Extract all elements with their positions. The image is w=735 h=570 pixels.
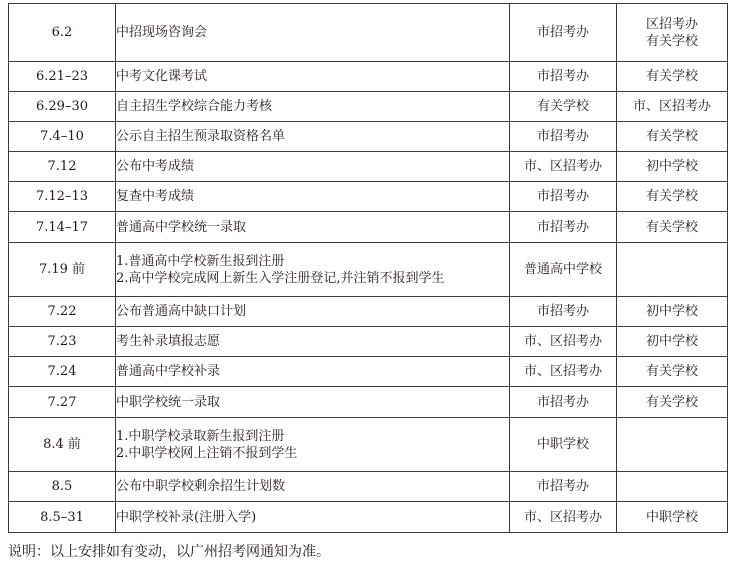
- date-cell: 7.24: [9, 357, 116, 387]
- assisting-text: 有关学校: [645, 394, 698, 410]
- responsible-cell: [510, 243, 617, 297]
- assisting-cell: [617, 92, 728, 122]
- responsible-text: 中职学校: [536, 437, 589, 452]
- responsible-cell: [510, 62, 617, 92]
- date-cell: 7.27: [9, 387, 116, 418]
- responsible-cell: [510, 182, 617, 212]
- date-cell: 7.4–10: [9, 122, 116, 152]
- event-cell: [116, 4, 510, 62]
- event-text: 自主招生学校综合能力考核: [116, 99, 273, 114]
- assisting-cell: [617, 4, 728, 62]
- responsible-text: 市招考办: [536, 129, 589, 144]
- event-text: 普通高中学校统一录取: [116, 219, 247, 235]
- assisting-cell: [617, 502, 728, 533]
- event-text: 中职学校统一录取: [116, 394, 221, 410]
- schedule-table: [8, 3, 728, 533]
- responsible-cell: [510, 152, 617, 182]
- date-cell: 7.22: [9, 297, 116, 327]
- event-cell: [116, 297, 510, 327]
- date-cell: 8.5: [9, 472, 116, 502]
- responsible-text: 市、区招考办: [523, 364, 602, 379]
- table-row: [9, 418, 728, 472]
- event-cell: [116, 122, 510, 152]
- event-cell: [116, 472, 510, 502]
- date-cell: 8.5–31: [9, 502, 116, 533]
- table-row: [9, 357, 728, 387]
- event-text: 公示自主招生预录取资格名单: [116, 129, 286, 144]
- assisting-text: 初中学校: [645, 304, 698, 319]
- responsible-cell: [510, 327, 617, 357]
- event-cell: [116, 212, 510, 243]
- assisting-cell: [617, 297, 728, 327]
- footnote: 说明：以上安排如有变动，以广州招考网通知为准。: [8, 544, 330, 560]
- assisting-text: 有关学校: [645, 129, 698, 144]
- event-text: 公布普通高中缺口计划: [116, 304, 247, 319]
- assisting-text: 初中学校: [645, 159, 698, 174]
- date-cell: 6.29–30: [9, 92, 116, 122]
- responsible-text: 市招考办: [536, 69, 589, 84]
- assisting-text: 有关学校: [645, 33, 698, 49]
- event-cell: [116, 387, 510, 418]
- table-row: [9, 212, 728, 243]
- responsible-text: 市招考办: [536, 219, 589, 235]
- table-row: [9, 502, 728, 533]
- event-text: 公布中职学校剩余招生计划数: [116, 479, 286, 494]
- table-row: [9, 472, 728, 502]
- event-text: 中职学校补录(注册入学): [116, 509, 257, 525]
- table-row: [9, 387, 728, 418]
- date-cell: 7.12: [9, 152, 116, 182]
- event-text: 中考文化课考试: [116, 69, 208, 84]
- event-cell: [116, 418, 510, 472]
- assisting-cell: [617, 418, 728, 472]
- responsible-text: 市招考办: [536, 25, 589, 40]
- date-cell: 6.2: [9, 4, 116, 62]
- event-text: 2.高中学校完成网上新生入学注册登记,并注销不报到学生: [116, 270, 445, 286]
- table-row: [9, 297, 728, 327]
- responsible-text: 普通高中学校: [523, 262, 602, 277]
- assisting-cell: [617, 212, 728, 243]
- date-cell: 7.19 前: [9, 243, 116, 297]
- event-cell: [116, 502, 510, 533]
- responsible-cell: [510, 418, 617, 472]
- event-text: 普通高中学校补录: [116, 364, 221, 379]
- responsible-text: 市、区招考办: [523, 509, 602, 525]
- responsible-cell: [510, 472, 617, 502]
- date-cell: 6.21–23: [9, 62, 116, 92]
- table-row: [9, 152, 728, 182]
- event-text: 复查中考成绩: [116, 189, 195, 204]
- assisting-text: 有关学校: [645, 189, 698, 204]
- assisting-cell: [617, 62, 728, 92]
- date-cell: 7.12–13: [9, 182, 116, 212]
- event-cell: [116, 357, 510, 387]
- assisting-cell: [617, 357, 728, 387]
- responsible-text: 市招考办: [536, 189, 589, 204]
- assisting-text: 市、区招考办: [632, 99, 711, 114]
- event-cell: [116, 152, 510, 182]
- table-row: [9, 122, 728, 152]
- assisting-text: 初中学校: [645, 334, 698, 349]
- assisting-text: 区招考办: [645, 16, 698, 32]
- responsible-cell: [510, 122, 617, 152]
- responsible-cell: [510, 297, 617, 327]
- responsible-cell: [510, 92, 617, 122]
- date-cell: 8.4 前: [9, 418, 116, 472]
- table-row: [9, 62, 728, 92]
- event-text: 考生补录填报志愿: [116, 334, 221, 349]
- responsible-text: 市、区招考办: [523, 159, 602, 174]
- event-cell: [116, 182, 510, 212]
- event-cell: [116, 243, 510, 297]
- table-row: [9, 92, 728, 122]
- responsible-cell: [510, 502, 617, 533]
- responsible-cell: [510, 212, 617, 243]
- assisting-cell: [617, 122, 728, 152]
- responsible-text: 有关学校: [536, 99, 589, 114]
- assisting-cell: [617, 472, 728, 502]
- event-text: 1.普通高中学校新生报到注册: [116, 253, 285, 269]
- assisting-cell: [617, 243, 728, 297]
- assisting-text: 有关学校: [645, 219, 698, 235]
- responsible-text: 市招考办: [536, 394, 589, 410]
- table-row: [9, 4, 728, 62]
- event-cell: [116, 62, 510, 92]
- responsible-text: 市招考办: [536, 304, 589, 319]
- table-row: [9, 243, 728, 297]
- responsible-cell: [510, 4, 617, 62]
- assisting-text: 有关学校: [645, 364, 698, 379]
- date-cell: 7.14–17: [9, 212, 116, 243]
- assisting-cell: [617, 327, 728, 357]
- assisting-cell: [617, 152, 728, 182]
- table-row: [9, 327, 728, 357]
- event-text: 中招现场咨询会: [116, 25, 208, 40]
- assisting-text: 有关学校: [645, 69, 698, 84]
- event-cell: [116, 92, 510, 122]
- assisting-cell: [617, 387, 728, 418]
- event-text: 公布中考成绩: [116, 159, 195, 174]
- responsible-text: 市、区招考办: [523, 334, 602, 349]
- schedule-table-body: [9, 4, 728, 533]
- assisting-text: 中职学校: [645, 509, 698, 525]
- event-text: 1.中职学校录取新生报到注册: [116, 428, 285, 444]
- event-text: 2.中职学校网上注销不报到学生: [116, 445, 298, 461]
- table-row: [9, 182, 728, 212]
- date-cell: 7.23: [9, 327, 116, 357]
- assisting-cell: [617, 182, 728, 212]
- event-cell: [116, 327, 510, 357]
- responsible-cell: [510, 387, 617, 418]
- responsible-cell: [510, 357, 617, 387]
- responsible-text: 市招考办: [536, 479, 589, 494]
